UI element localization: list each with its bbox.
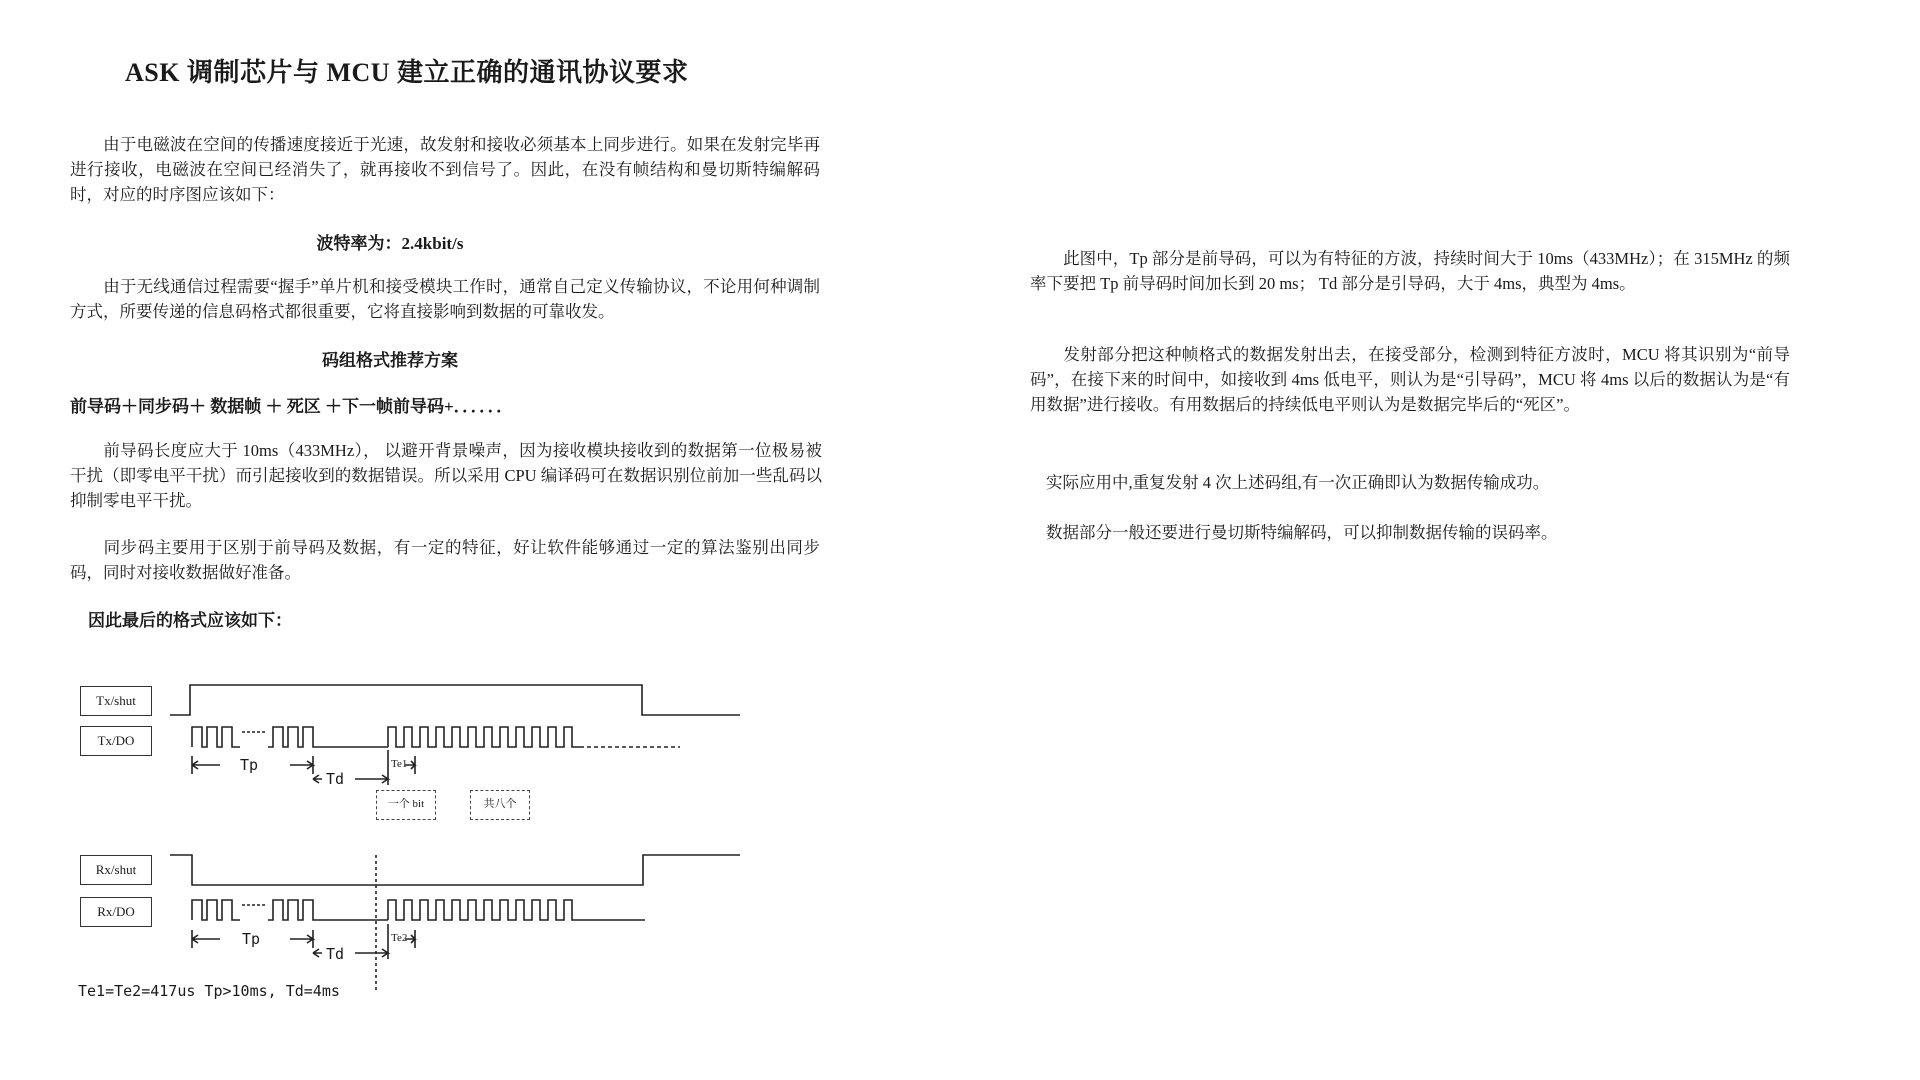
sync-paragraph: [70, 535, 820, 585]
repeat-text: 实际应用中,重复发射 4 次上述码组,有一次正确即认为数据传输成功。: [1046, 473, 1550, 492]
tx-shut-label: Tx/shut: [80, 686, 152, 716]
transmit-receive-paragraph: [1030, 342, 1790, 417]
document-title: ASK 调制芯片与 MCU 建立正确的通讯协议要求: [125, 58, 689, 87]
transmit-receive-text: 发射部分把这种帧格式的数据发射出去，在接受部分，检测到特征方波时，MCU 将其识别为“前导码”，在接下来的时间中，如接收到 4ms 低电平，则认为是“引导码”，MCU 将 4ms 以后的数据认为是“有用数据”进行接收。有用数据后的持续低电平则认为是数据完毕后的“死区”。: [1030, 345, 1790, 414]
eight-total-box: 共八个: [470, 790, 530, 820]
rx-do-label: Rx/DO: [80, 897, 152, 927]
rx-td-label: Td: [326, 945, 345, 963]
intro-text: 由于电磁波在空间的传播速度接近于光速，故发射和接收必须基本上同步进行。如果在发射完毕再进行接收，电磁波在空间已经消失了，就再接收不到信号了。因此，在没有帧结构和曼切斯特编解码时，对应的时序图应该如下：: [70, 135, 820, 204]
timing-footer-note: Te1=Te2=417us Tp>10ms, Td=4ms: [78, 982, 340, 1000]
tp-td-text: 此图中，Tp 部分是前导码，可以为有特征的方波，持续时间大于 10ms（433MHz）；在 315MHz 的频率下要把 Tp 前导码时间加长到 20 ms； Td 部分是引导码，大于 4ms，典型为 4ms。: [1030, 249, 1790, 293]
tx-do-wave: [192, 727, 240, 747]
preamble-paragraph: [70, 438, 822, 513]
repeat-paragraph: [1046, 470, 1786, 495]
manchester-paragraph: [1046, 520, 1786, 545]
protocol-paragraph: [70, 274, 820, 324]
preamble-text: 前导码长度应大于 10ms（433MHz）， 以避开背景噪声，因为接收模块接收到的数据第一位极易被干扰（即零电平干扰）而引起接收到的数据错误。所以采用 CPU 编译码可在数据识别位前加一些乱码以抑制零电平干扰。: [70, 441, 822, 510]
tp-td-paragraph: [1030, 246, 1790, 296]
tx-shut-wave: [170, 685, 740, 715]
final-format-line: 因此最后的格式应该如下：: [88, 611, 292, 630]
one-bit-box: 一个 bit: [376, 790, 436, 820]
tx-tp-label: Tp: [240, 756, 259, 774]
tx-do-label: Tx/DO: [80, 726, 152, 756]
protocol-text: 由于无线通信过程需要“握手”单片机和接受模块工作时，通常自己定义传输协议，不论用何种调制方式，所要传递的信息码格式都很重要，它将直接影响到数据的可靠收发。: [70, 277, 820, 321]
timing-diagram: [70, 670, 760, 1010]
rx-shut-label: Rx/shut: [80, 855, 152, 885]
sync-text: 同步码主要用于区别于前导码及数据，有一定的特征，好让软件能够通过一定的算法鉴别出同步码，同时对接收数据做好准备。: [70, 538, 820, 582]
scheme-title: 码组格式推荐方案: [322, 351, 458, 370]
baud-rate-line: 波特率为：2.4kbit/s: [316, 234, 464, 253]
intro-paragraph: [70, 132, 820, 207]
scheme-format-line: 前导码＋同步码＋ 数据帧 ＋ 死区 ＋下一帧前导码+．．．．．．: [70, 397, 514, 416]
tx-td-label: Td: [326, 770, 345, 788]
rx-tp-label: Tp: [242, 930, 261, 948]
rx-shut-wave: [170, 855, 740, 885]
manchester-text: 数据部分一般还要进行曼切斯特编解码，可以抑制数据传输的误码率。: [1046, 523, 1558, 542]
tx-te1-label: Te1: [391, 758, 408, 770]
rx-do-wave: [192, 900, 240, 920]
rx-te2-label: Te2: [391, 932, 408, 944]
waveform-svg: [70, 670, 760, 990]
